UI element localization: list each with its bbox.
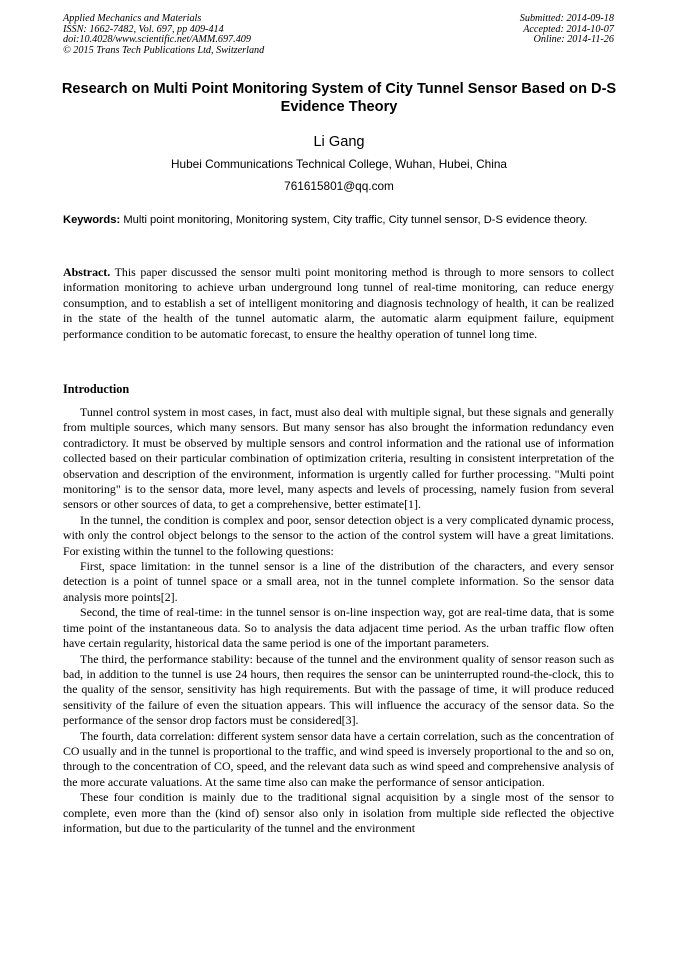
accepted-date: Accepted: 2014-10-07 [523, 23, 614, 35]
doi-line: doi:10.4028/www.scientific.net/AMM.697.409 [63, 34, 251, 46]
paragraph: Tunnel control system in most cases, in fact, must also deal with multiple signal, but these signals and generally from multiple sources, which many sensors. But many sensor has also brought the information redundancy even contradictory. It must be observed by multiple sensors and control information and the rational use of information collected based on their particular combination of optimization criteria, resulting in consistent interpretation of the observation and description of the environment, information is urgently called for further processing. "Multi point monitoring" is to the sensor data, more level, many aspects and levels of processing, namely fusion from several sensors or other sources of data, to get a comprehensive, better estimate[1]. [63, 405, 614, 512]
paragraph: These four condition is mainly due to the traditional signal acquisition by a single most of the sensor to complete, even more than the (kind of) sensor also only in isolation from multiple side reflected the objective information, but due to the particularity of the tunnel and the environment [63, 790, 614, 835]
author-email: 761615801@qq.com [284, 179, 394, 193]
author-name: Li Gang [313, 134, 365, 150]
issn-line: ISSN: 1662-7482, Vol. 697, pp 409-414 [63, 23, 224, 35]
paragraph: First, space limitation: in the tunnel sensor is a line of the distribution of the characters, and every sensor detection is a point of tunnel space or a small area, not in the tunnel complete information. So the sensor data analysis more points[2]. [63, 559, 614, 604]
abstract-label: Abstract. [63, 265, 111, 279]
keywords-block [63, 213, 615, 228]
submitted-date: Submitted: 2014-09-18 [519, 13, 614, 24]
journal-info [63, 14, 264, 56]
paragraph: In the tunnel, the condition is complex and poor, sensor detection object is a very complicated dynamic process, with only the control object belongs to the sensor to the action of the control system will have a great limitations. For existing within the tunnel to the following questions: [63, 512, 614, 558]
copyright-line: © 2015 Trans Tech Publications Ltd, Switzerland [63, 44, 265, 56]
section-heading-introduction: Introduction [63, 382, 130, 396]
paragraph: The fourth, data correlation: different system sensor data have a certain correlation, such as the concentration of CO usually and in the tunnel is proportional to the traffic, and wind speed is inversely proportional to the and so on, through to the concentration of CO, speed, and the relevant data such as wind speed and comprehensive analysis of the more accurate valuations. At the same time also can make the performance of sensor anticipation. [63, 728, 614, 789]
author-affiliation: Hubei Communications Technical College, Wuhan, Hubei, China [171, 157, 507, 171]
paper-title: Research on Multi Point Monitoring System of City Tunnel Sensor Based on D-S Evidence Theory [61, 81, 617, 115]
keywords-label: Keywords: [63, 214, 121, 226]
abstract-block [63, 265, 614, 342]
dates-info [520, 14, 614, 46]
paragraph: The third, the performance stability: because of the tunnel and the environment quality of sensor reason such as bad, in addition to the tunnel is use 24 hours, then requires the sensor can be uninterrupted round-the-clock, this to the quality of the sensor, sensitivity has high requirements. But with the passage of time, it will produce reduced sensitivity of the failure of even the situation appears. This will influence the accuracy of the sensor data. So the performance of the sensor drop factors must be considered[3]. [63, 651, 614, 728]
introduction-body [63, 405, 614, 836]
keywords-text: Multi point monitoring, Monitoring system, City traffic, City tunnel sensor, D-S evidence theory. [123, 214, 588, 226]
abstract-text: This paper discussed the sensor multi point monitoring method is through to more sensors to collect information monitoring to achieve urban underground long tunnel of real-time monitoring, can reduce energy consumption, and to establish a set of intelligent monitoring and diagnosis technology of health, it can be realized in the state of the health of the tunnel automatic alarm, the automatic alarm equipment failure, equipment performance condition to be automatic forecast, to ensure the healthy operation of tunnel long time. [63, 265, 614, 341]
journal-name: Applied Mechanics and Materials [63, 13, 202, 24]
online-date: Online: 2014-11-26 [533, 34, 614, 46]
paragraph: Second, the time of real-time: in the tunnel sensor is on-line inspection way, got are real-time data, that is some time point of the instantaneous data. So to analysis the data adjacent time period. As the urban traffic flow often have certain regularity, historical data the same period is one of the important parameters. [63, 605, 614, 651]
